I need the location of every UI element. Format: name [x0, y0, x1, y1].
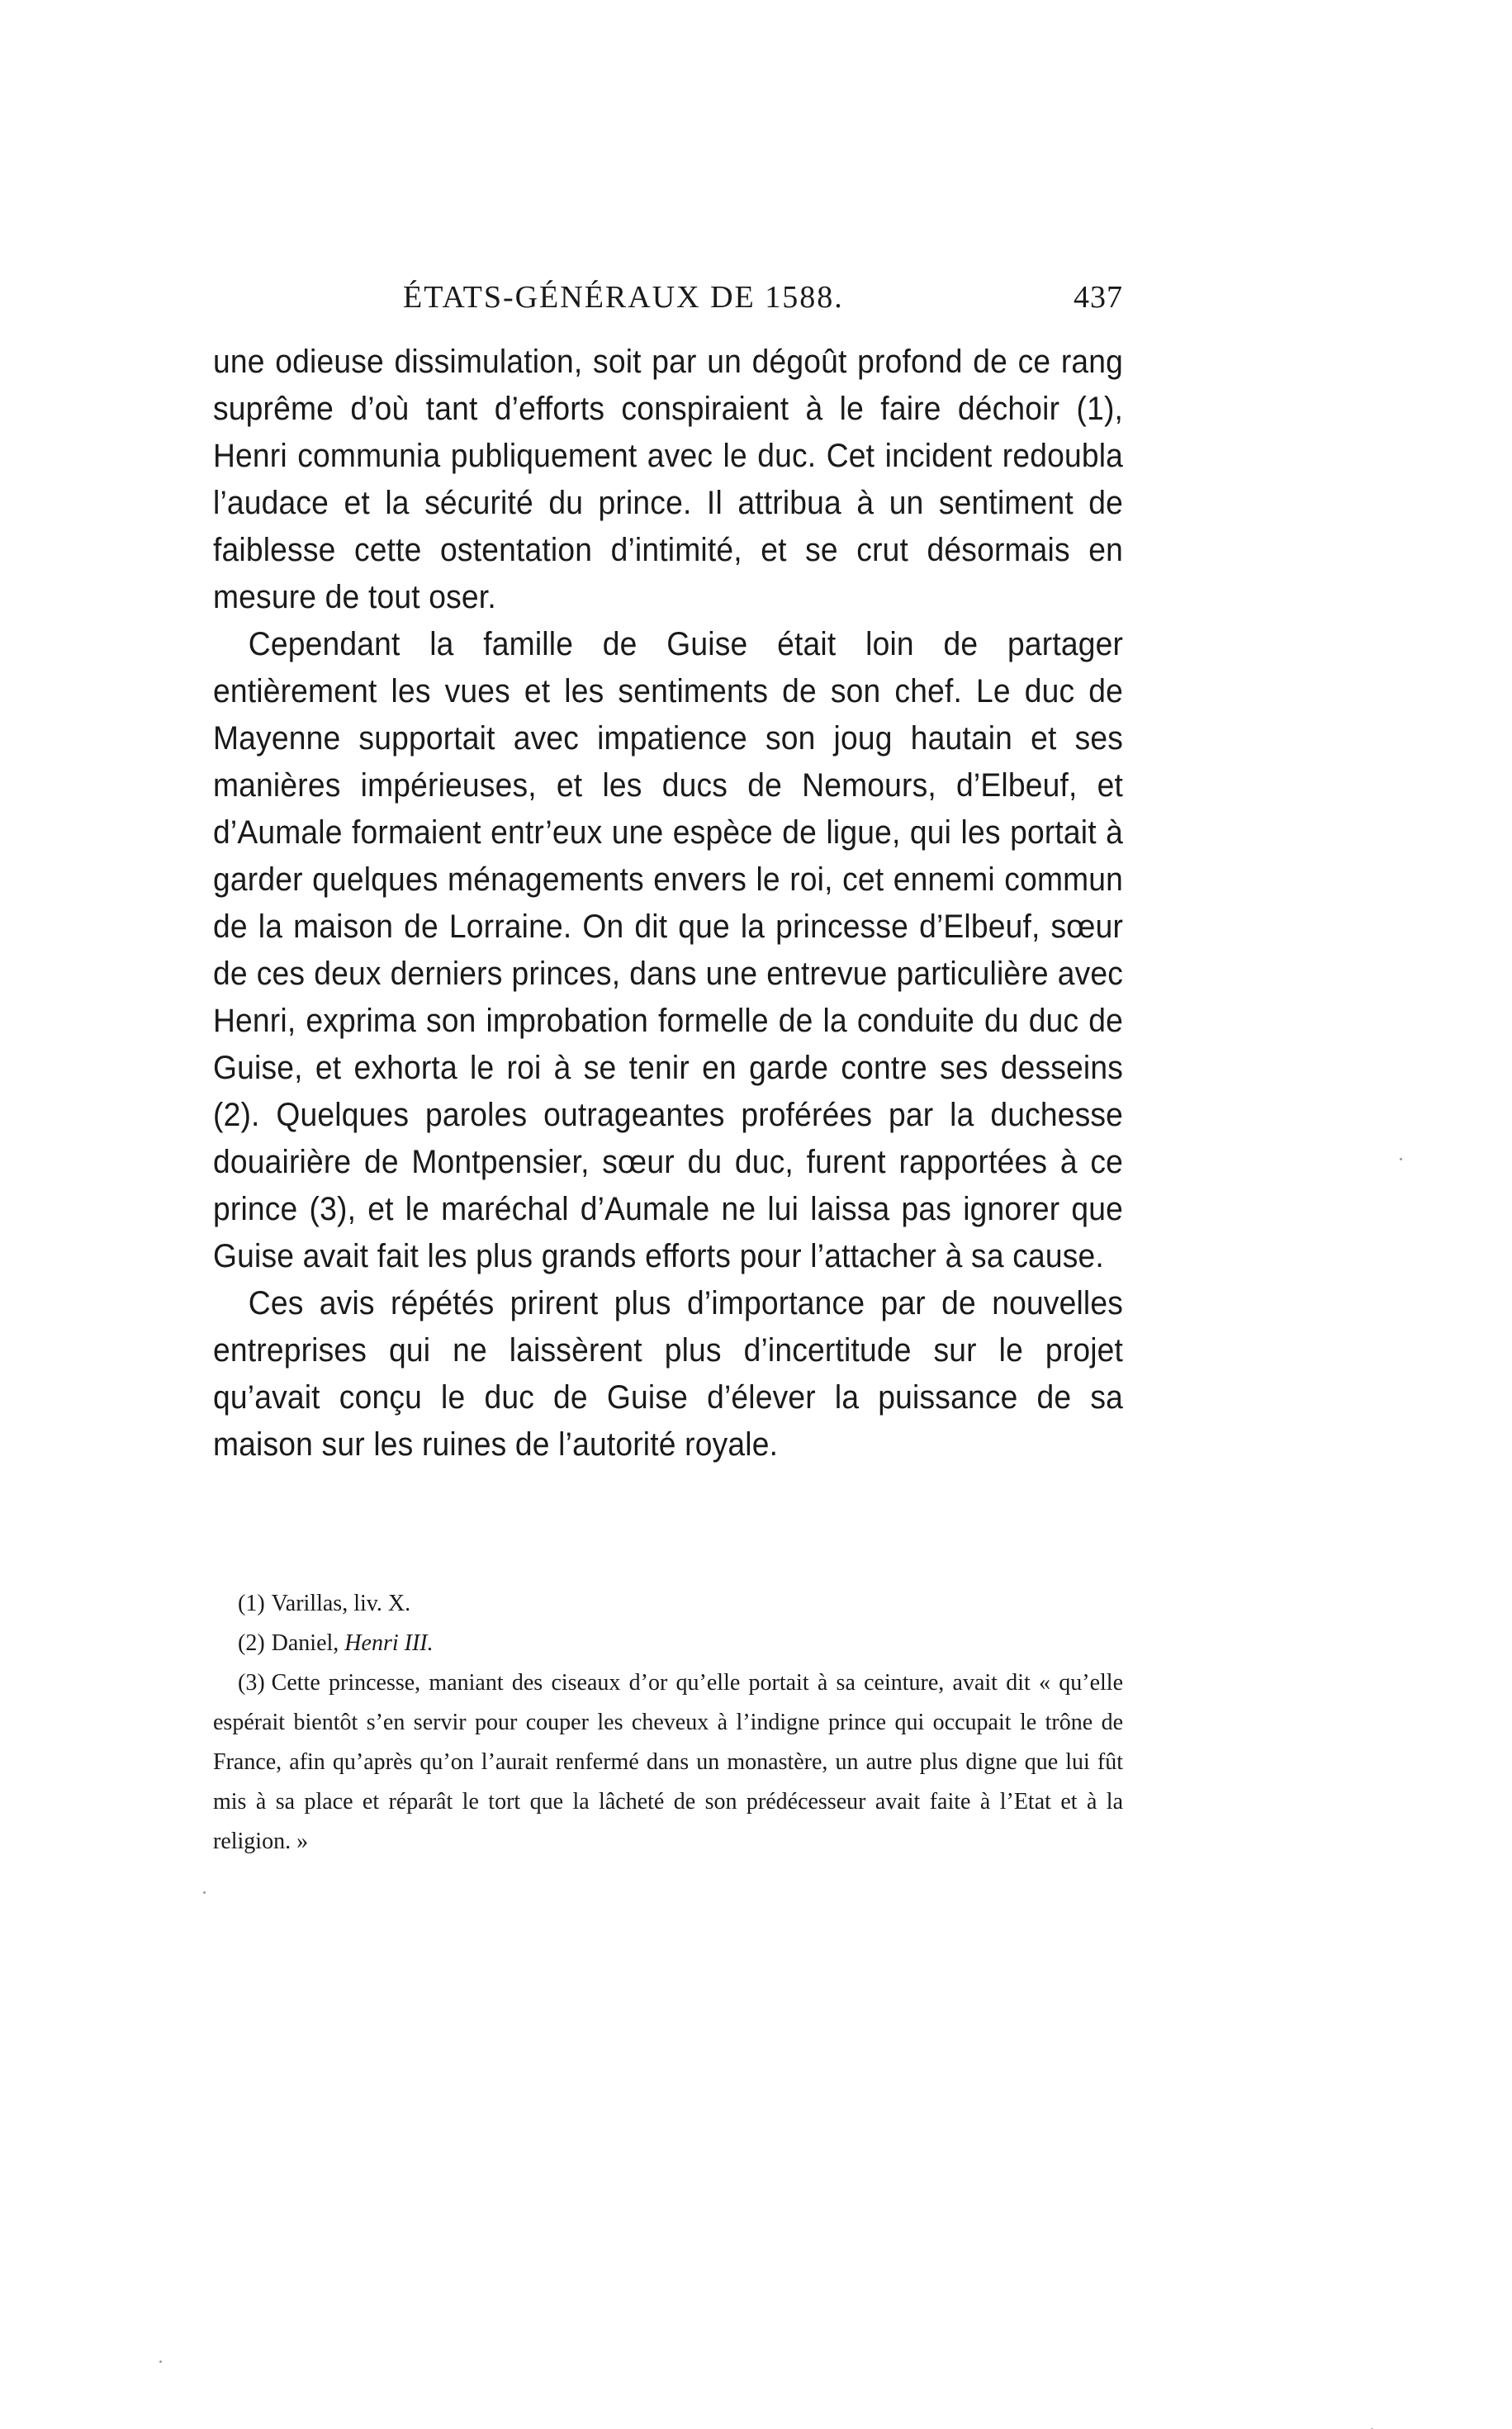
running-head [213, 279, 1123, 329]
paragraph-3: Ces avis répétés prirent plus d’importance par de nouvelles entreprises qui ne laissèrent plus d’incertitude sur le projet qu’avait conçu le duc de Guise d’élever la puissance de sa maison sur les ruines de l’autorité royale. [213, 1285, 1124, 1463]
scan-speck [1400, 1158, 1402, 1160]
scan-speck [203, 1891, 206, 1894]
footnote-3 [213, 1663, 1123, 1862]
footnote-number: (2) [238, 1630, 265, 1656]
page-number: 437 [1074, 280, 1123, 315]
paragraph-1: une odieuse dissimulation, soit par un dégoût profond de ce rang suprême d’où tant d’efforts conspiraient à le faire déchoir (1), Henri communia publiquement avec le duc. Cet incident redoubla l’audace et la sécurité du prince. Il attribua à un sentiment de faiblesse cette ostentation d’intimité, et se crut désormais en mesure de tout oser. [213, 344, 1124, 615]
footnote-1 [213, 1584, 1123, 1624]
scan-speck [159, 2360, 162, 2363]
footnote-italic-title: Henri III. [344, 1630, 434, 1656]
footnote-number: (3) [238, 1670, 265, 1696]
footnote-text: Cette princesse, maniant des ciseaux d’or qu’elle portait à sa ceinture, avait dit « qu’elle espérait bientôt s’en servir pour couper les cheveux à l’indigne prince qui occupait le trône de France, afin qu’après qu’on l’aurait renfermé dans un monastère, un autre plus digne que lui fût mis à sa place et réparât le tort que la lâcheté de son prédécesseur avait faite à l’Etat et à la religion. » [213, 1670, 1123, 1854]
footnote-2 [213, 1624, 1123, 1663]
footnote-text: Varillas, liv. X. [271, 1591, 411, 1616]
footnote-text: Daniel, [271, 1630, 345, 1656]
paragraph-2: Cependant la famille de Guise était loin de partager entièrement les vues et les sentiments de son chef. Le duc de Mayenne supportait avec impatience son joug hautain et ses manières impérieuses, et les ducs de Nemours, d’Elbeuf, et d’Aumale formaient entr’eux une espèce de ligue, qui les portait à garder quelques ménagements envers le roi, cet ennemi commun de la maison de Lorraine. On dit que la princesse d’Elbeuf, sœur de ces deux derniers princes, dans une entrevue particulière avec Henri, exprima son improbation formelle de la conduite du duc de Guise, et exhorta le roi à se tenir en garde contre ses desseins (2). Quelques paroles outrageantes proférées par la duchesse douairière de Montpensier, sœur du duc, furent rapportées à ce prince (3), et le maréchal d’Aumale ne lui laissa pas ignorer que Guise avait fait les plus grands efforts pour l’attacher à sa cause. [213, 626, 1124, 1274]
running-title: ÉTATS-GÉNÉRAUX DE 1588. [403, 280, 844, 315]
body-text [213, 339, 1123, 1468]
footnotes [213, 1584, 1123, 1862]
footnote-number: (1) [238, 1591, 265, 1616]
